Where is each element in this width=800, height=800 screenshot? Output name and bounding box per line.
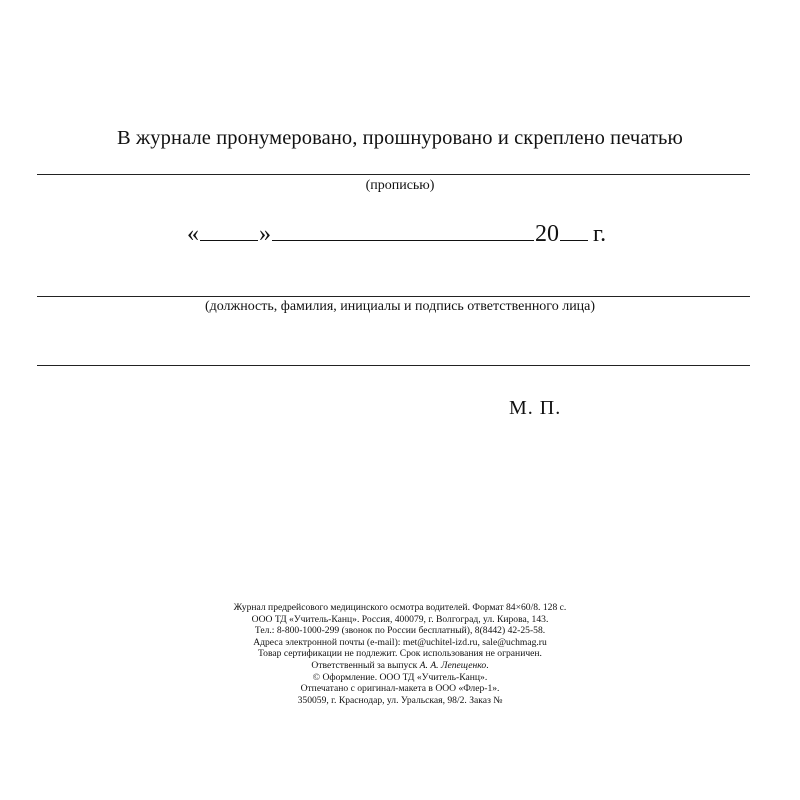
colophon-line: Журнал предрейсового медицинского осмотра водителей. Формат 84×60/8. 128 с. xyxy=(233,602,567,613)
colophon-line xyxy=(0,660,800,672)
stamp-place-label: М. П. xyxy=(509,397,562,419)
year-blank xyxy=(560,222,588,241)
date-line xyxy=(187,221,606,248)
colophon-line: Тел.: 8-800-1000-299 (звонок по России бесплатный), 8(8442) 42-25-58. xyxy=(254,625,546,637)
open-quote: « xyxy=(187,221,199,247)
words-caption: (прописью) xyxy=(365,178,435,193)
colophon-line: ООО ТД «Учитель-Канц». Россия, 400079, г. Волгоград, ул. Кирова, 143. xyxy=(251,613,549,625)
colophon-line: Товар сертификации не подлежит. Срок использования не ограничен. xyxy=(258,648,542,660)
page-heading: В журнале пронумеровано, прошнуровано и скреплено печатью xyxy=(117,127,683,149)
colophon xyxy=(0,602,800,706)
colophon-line: 350059, г. Краснодар, ул. Уральская, 98/2. Заказ № xyxy=(297,694,503,706)
colophon-line: Адреса электронной почты (e-mail): met@uchitel-izd.ru, sale@uchmag.ru xyxy=(253,636,547,648)
responsible-name: А. А. Лепещенко xyxy=(419,659,487,671)
year-prefix: 20 xyxy=(535,221,559,247)
words-count-line xyxy=(37,174,750,175)
month-blank xyxy=(272,222,534,241)
responsible-suffix: . xyxy=(486,659,489,671)
responsible-prefix: Ответственный за выпуск xyxy=(311,659,420,671)
year-suffix: г. xyxy=(593,221,607,247)
day-blank xyxy=(200,222,258,241)
signature-line xyxy=(37,365,750,366)
close-quote: » xyxy=(259,221,271,247)
colophon-line: Отпечатано с оригинал-макета в ООО «Флер-1». xyxy=(300,683,500,695)
colophon-line: © Оформление. ООО ТД «Учитель-Канц». xyxy=(312,671,488,683)
responsible-line xyxy=(37,296,750,297)
responsible-caption: (должность, фамилия, инициалы и подпись ответственного лица) xyxy=(204,299,596,314)
